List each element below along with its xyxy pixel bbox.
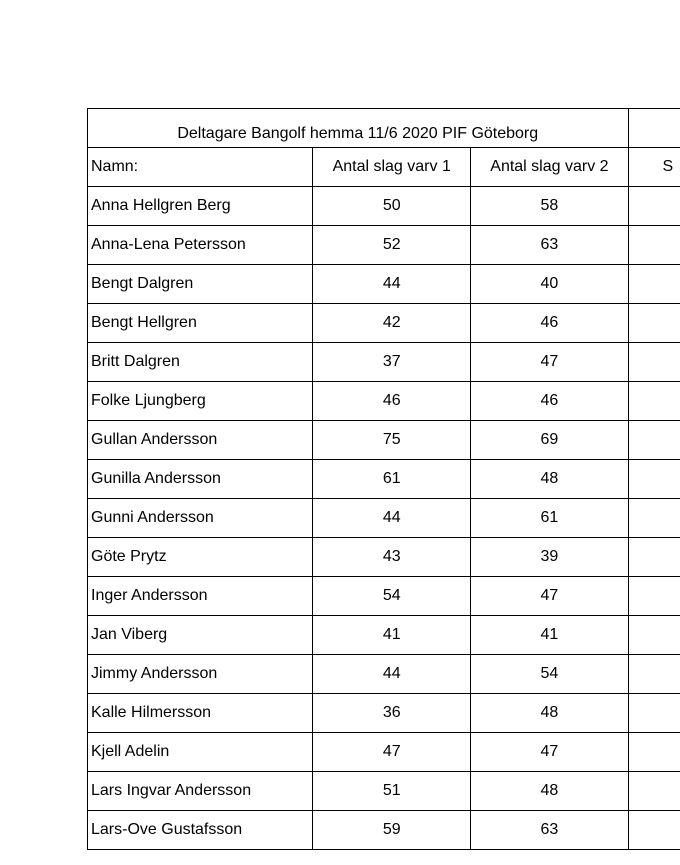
table-row — [88, 811, 680, 850]
table-row — [88, 577, 680, 616]
extra-cell — [628, 577, 680, 616]
round-1-strokes: 41 — [313, 616, 471, 655]
round-1-strokes: 52 — [313, 226, 471, 265]
round-2-strokes: 47 — [471, 733, 628, 772]
extra-cell — [628, 265, 680, 304]
participant-name: Kjell Adelin — [88, 733, 313, 772]
table-row — [88, 343, 680, 382]
round-1-strokes: 36 — [313, 694, 471, 733]
participant-name: Lars-Ove Gustafsson — [88, 811, 313, 850]
round-1-strokes: 46 — [313, 382, 471, 421]
participant-name: Bengt Dalgren — [88, 265, 313, 304]
round-2-strokes: 48 — [471, 460, 628, 499]
header-name: Namn: — [88, 148, 313, 187]
round-1-strokes: 42 — [313, 304, 471, 343]
extra-cell — [628, 382, 680, 421]
header-row — [88, 148, 680, 187]
extra-cell — [628, 538, 680, 577]
participant-name: Britt Dalgren — [88, 343, 313, 382]
round-1-strokes: 75 — [313, 421, 471, 460]
participant-name: Bengt Hellgren — [88, 304, 313, 343]
table-row — [88, 694, 680, 733]
round-1-strokes: 44 — [313, 499, 471, 538]
round-2-strokes: 40 — [471, 265, 628, 304]
extra-cell — [628, 772, 680, 811]
round-1-strokes: 51 — [313, 772, 471, 811]
round-1-strokes: 50 — [313, 187, 471, 226]
participant-name: Göte Prytz — [88, 538, 313, 577]
extra-cell — [628, 499, 680, 538]
extra-cell — [628, 616, 680, 655]
extra-cell — [628, 343, 680, 382]
extra-cell — [628, 460, 680, 499]
extra-cell — [628, 733, 680, 772]
round-2-strokes: 63 — [471, 226, 628, 265]
table-row — [88, 772, 680, 811]
table-row — [88, 538, 680, 577]
round-2-strokes: 46 — [471, 382, 628, 421]
table-title: Deltagare Bangolf hemma 11/6 2020 PIF Göteborg — [88, 109, 629, 148]
round-1-strokes: 44 — [313, 655, 471, 694]
participant-name: Kalle Hilmersson — [88, 694, 313, 733]
table-row — [88, 499, 680, 538]
round-1-strokes: 59 — [313, 811, 471, 850]
round-2-strokes: 39 — [471, 538, 628, 577]
round-1-strokes: 37 — [313, 343, 471, 382]
round-2-strokes: 47 — [471, 577, 628, 616]
table-row — [88, 187, 680, 226]
round-2-strokes: 47 — [471, 343, 628, 382]
extra-cell — [628, 694, 680, 733]
round-2-strokes: 69 — [471, 421, 628, 460]
round-2-strokes: 63 — [471, 811, 628, 850]
extra-cell — [628, 187, 680, 226]
participant-name: Jimmy Andersson — [88, 655, 313, 694]
round-2-strokes: 46 — [471, 304, 628, 343]
round-2-strokes: 54 — [471, 655, 628, 694]
round-2-strokes: 48 — [471, 772, 628, 811]
table-row — [88, 226, 680, 265]
table-row — [88, 382, 680, 421]
participant-name: Gullan Andersson — [88, 421, 313, 460]
table-row — [88, 655, 680, 694]
table-row — [88, 733, 680, 772]
round-1-strokes: 44 — [313, 265, 471, 304]
round-2-strokes: 58 — [471, 187, 628, 226]
extra-cell — [628, 304, 680, 343]
participant-name: Anna-Lena Petersson — [88, 226, 313, 265]
header-round-1: Antal slag varv 1 — [313, 148, 471, 187]
table-row — [88, 304, 680, 343]
round-2-strokes: 41 — [471, 616, 628, 655]
score-sheet — [87, 108, 680, 850]
round-1-strokes: 47 — [313, 733, 471, 772]
round-1-strokes: 61 — [313, 460, 471, 499]
round-1-strokes: 43 — [313, 538, 471, 577]
header-extra: S — [628, 148, 680, 187]
participant-name: Anna Hellgren Berg — [88, 187, 313, 226]
table-row — [88, 421, 680, 460]
extra-cell — [628, 421, 680, 460]
round-2-strokes: 48 — [471, 694, 628, 733]
round-2-strokes: 61 — [471, 499, 628, 538]
participant-name: Jan Viberg — [88, 616, 313, 655]
extra-cell — [628, 226, 680, 265]
participant-name: Inger Andersson — [88, 577, 313, 616]
participant-name: Gunilla Andersson — [88, 460, 313, 499]
title-extra-cell — [628, 109, 680, 148]
participants-table — [87, 108, 680, 850]
extra-cell — [628, 655, 680, 694]
table-row — [88, 265, 680, 304]
header-round-2: Antal slag varv 2 — [471, 148, 628, 187]
table-row — [88, 616, 680, 655]
participant-name: Folke Ljungberg — [88, 382, 313, 421]
title-row — [88, 109, 680, 148]
table-row — [88, 460, 680, 499]
extra-cell — [628, 811, 680, 850]
participant-name: Gunni Andersson — [88, 499, 313, 538]
participant-name: Lars Ingvar Andersson — [88, 772, 313, 811]
round-1-strokes: 54 — [313, 577, 471, 616]
